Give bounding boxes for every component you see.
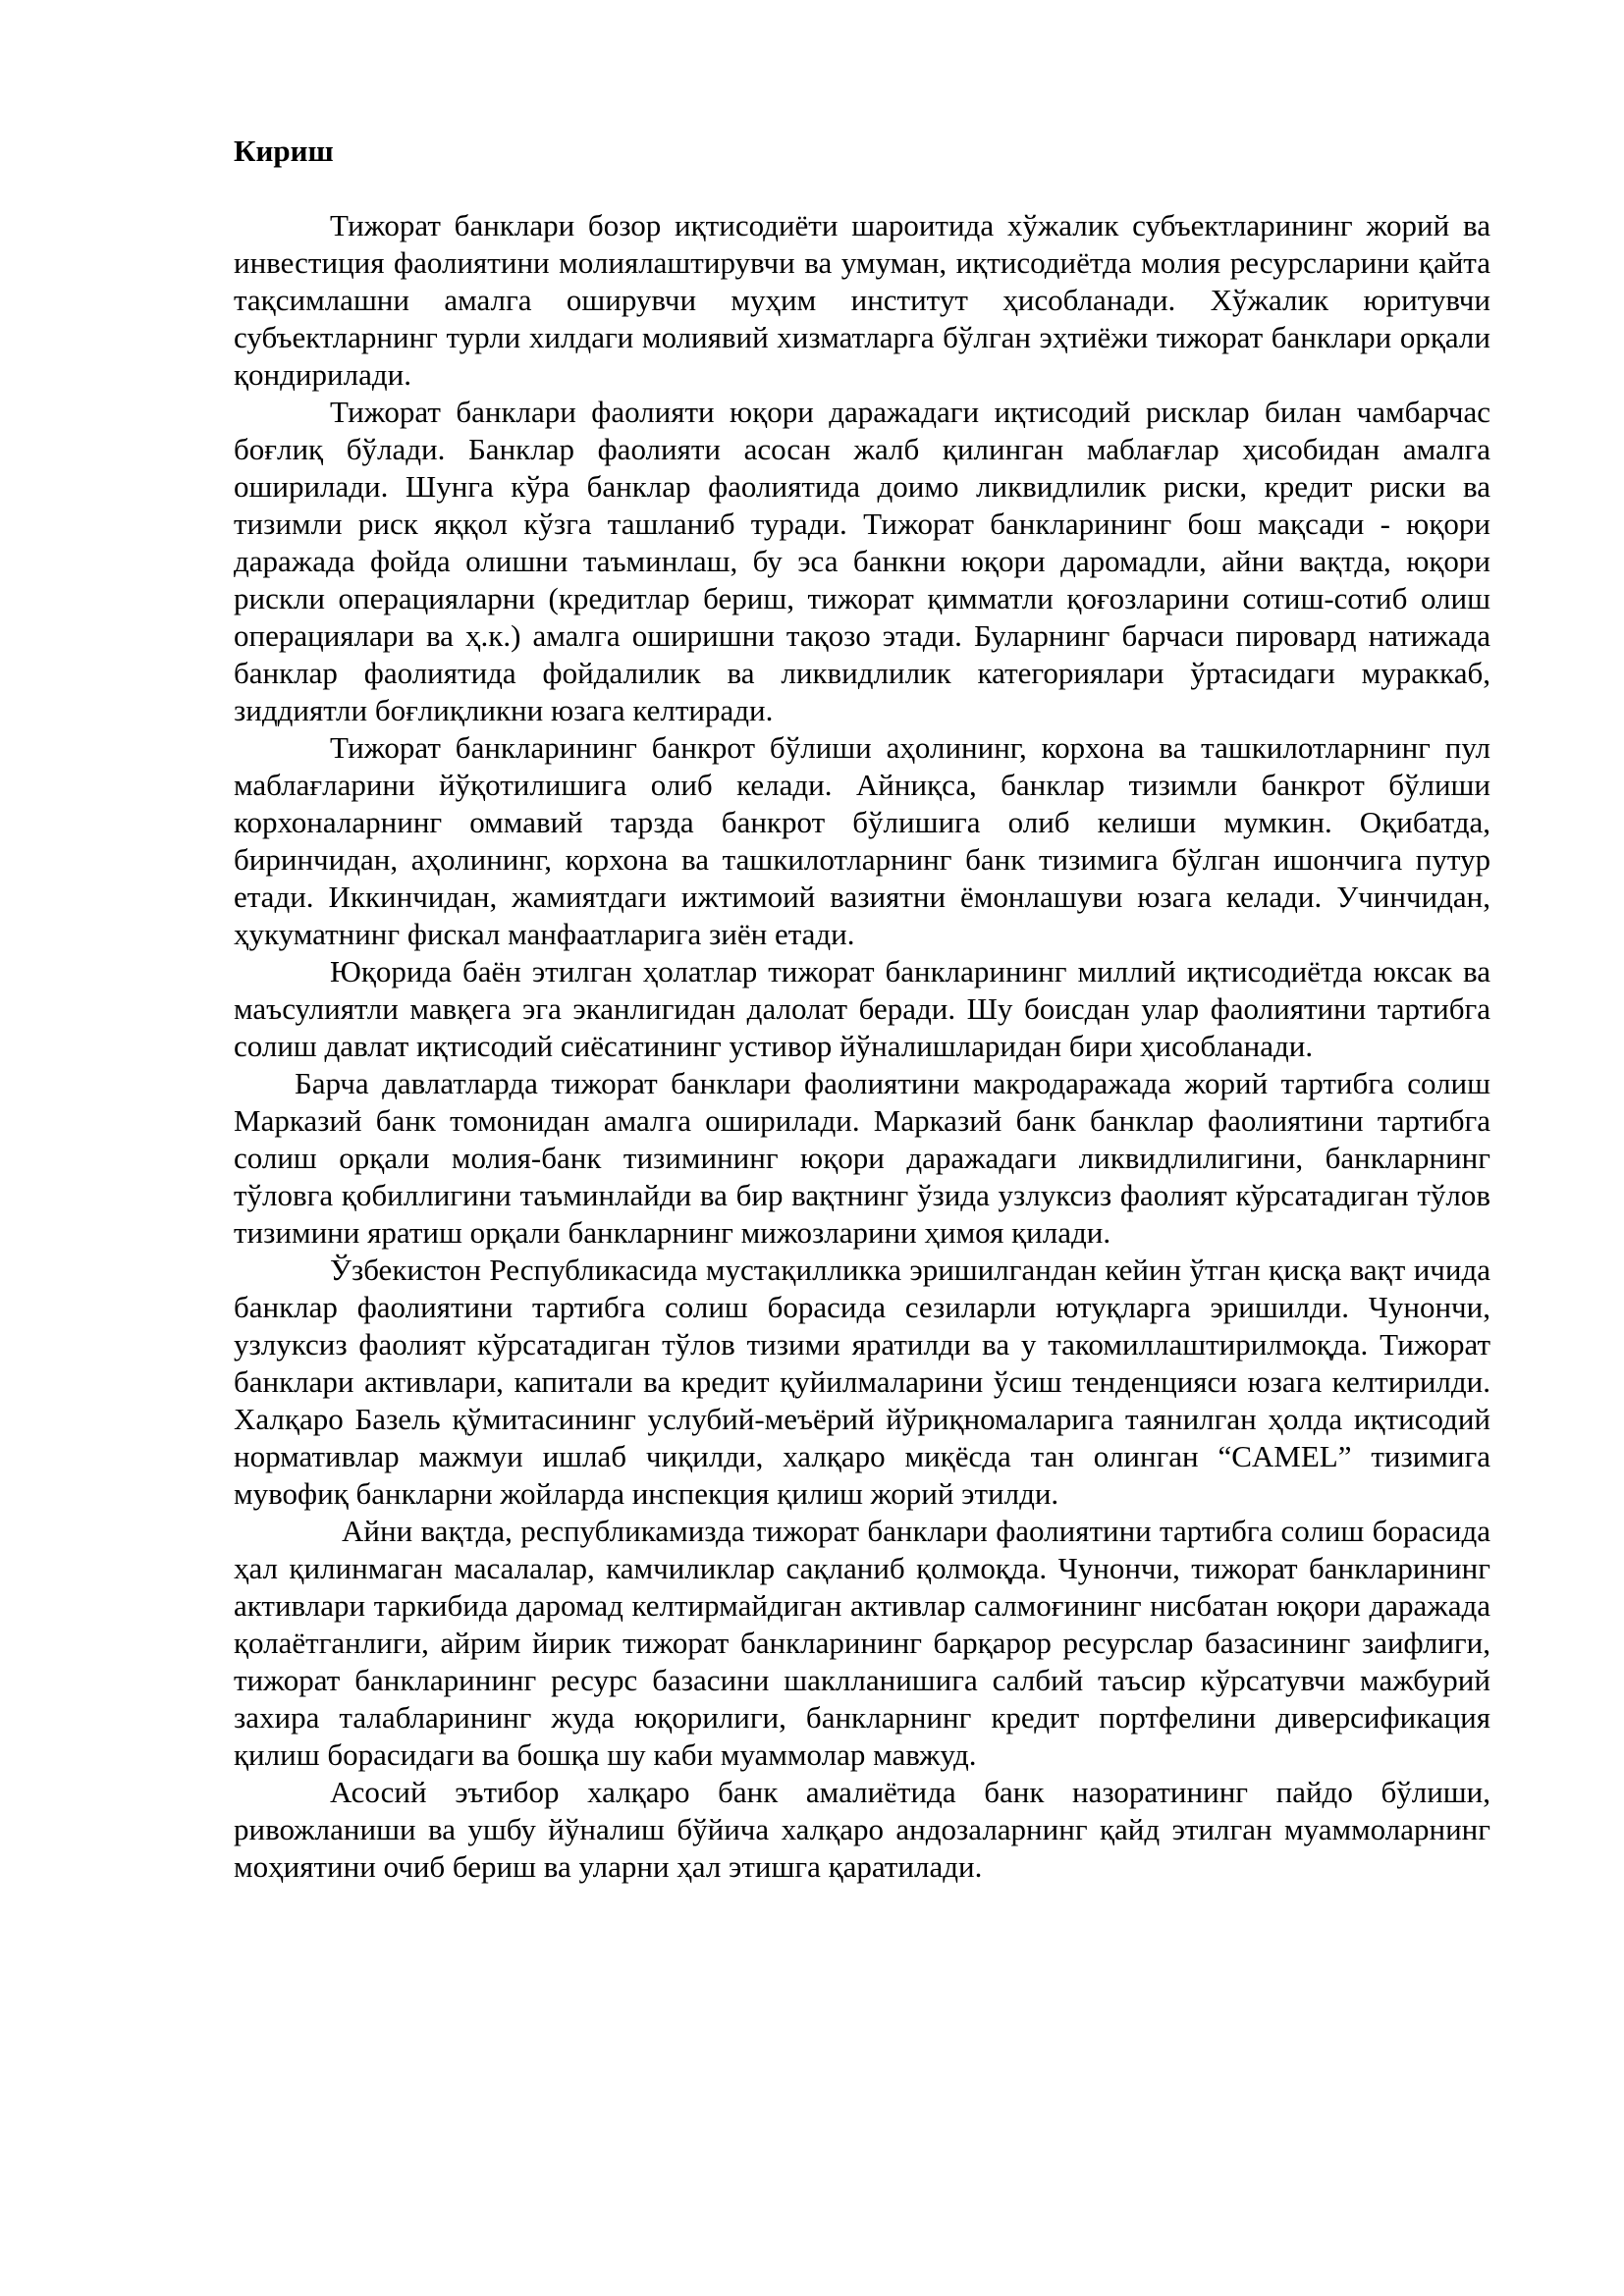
paragraph: Барча давлатларда тижорат банклари фаолиятини макродаражада жорий тартибга солиш Марказий банк томонидан амалга оширилади. Марказий банк банклар фаолиятини тартибга солиш орқали молия-банк тизимининг юқори даражадаги ликвидлилигини, банкларнинг тўловга қобиллигини таъминлайди ва бир вақтнинг ўзида узлуксиз фаолият кўрсатадиган тўлов тизимини яратиш орқали банкларнинг мижозларини ҳимоя қилади. xyxy=(234,1066,1490,1250)
paragraph: Тижорат банклари фаолияти юқори даражадаги иқтисодий рисклар билан чамбарчас боғлиқ бўлади. Банклар фаолияти асосан жалб қилинган маблағлар ҳисобидан амалга оширилади. Шунга кўра банклар фаолиятида доимо ликвидлилик риски, кредит риски ва тизимли риск яққол кўзга ташланиб туради. Тижорат банкларининг бош мақсади - юқори даражада фойда олишни таъминлаш, бу эса банкни юқори даромадли, айни вақтда, юқори рискли операцияларни (кредитлар бериш, тижорат қимматли қоғозларини сотиш-сотиб олиш операциялари ва ҳ.к.) амалга оширишни тақозо этади. Буларнинг барчаси пировард натижада банклар фаолиятида фойдалилик ва ликвидлилик категориялари ўртасидаги мураккаб, зиддиятли боғлиқликни юзага келтиради. xyxy=(234,395,1490,727)
paragraph: Тижорат банкларининг банкрот бўлиши аҳолининг, корхона ва ташкилотларнинг пул маблағларини йўқотилишига олиб келади. Айниқса, банклар тизимли банкрот бўлиши корхоналарнинг оммавий тарзда банкрот бўлишига олиб келиши мумкин. Оқибатда, биринчидан, аҳолининг, корхона ва ташкилотларнинг банк тизимига бўлган ишончига путур етади. Иккинчидан, жамиятдаги ижтимоий вазиятни ёмонлашуви юзага келади. Учинчидан, ҳукуматнинг фискал манфаатларига зиён етади. xyxy=(234,730,1490,951)
section-title: Кириш xyxy=(234,133,334,168)
paragraph: Тижорат банклари бозор иқтисодиёти шароитида хўжалик субъектларининг жорий ва инвестиция фаолиятини молиялаштирувчи ва умуман, иқтисодиётда молия ресурсларини қайта тақсимлашни амалга оширувчи муҳим институт ҳисобланади. Хўжалик юритувчи субъектларнинг турли хилдаги молиявий хизматларга бўлган эҳтиёжи тижорат банклари орқали қондирилади. xyxy=(234,208,1490,392)
paragraph: Айни вақтда, республикамизда тижорат банклари фаолиятини тартибга солиш борасида ҳал қилинмаган масалалар, камчиликлар сақланиб қолмоқда. Чунончи, тижорат банкларининг активлари таркибида даромад келтирмайдиган активлар салмоғининг нисбатан юқори даражада қолаётганлиги, айрим йирик тижорат банкларининг барқарор ресурслар базасининг заифлиги, тижорат банкларининг ресурс базасини шаклланишига салбий таъсир кўрсатувчи мажбурий захира талабларининг жуда юқорилиги, банкларнинг кредит портфелини диверсификация қилиш борасидаги ва бошқа шу каби муаммолар мавжуд. xyxy=(234,1514,1490,1772)
paragraph: Ўзбекистон Республикасида мустақилликка эришилгандан кейин ўтган қисқа вақт ичида банклар фаолиятини тартибга солиш борасида сезиларли ютуқларга эришилди. Чунончи, узлуксиз фаолият кўрсатадиган тўлов тизими яратилди ва у такомиллаштирилмоқда. Тижорат банклари активлари, капитали ва кредит қуйилмаларини ўсиш тенденцияси юзага келтирилди. Халқаро Базель қўмитасининг услубий-меъёрий йўриқномаларига таянилган ҳолда иқтисодий нормативлар мажмуи ишлаб чиқилди, халқаро миқёсда тан олинган “CAMEL” тизимига мувофиқ банкларни жойларда инспекция қилиш жорий этилди. xyxy=(234,1253,1490,1511)
paragraph: Юқорида баён этилган ҳолатлар тижорат банкларининг миллий иқтисодиётда юксак ва маъсулиятли мавқега эга эканлигидан далолат беради. Шу боисдан улар фаолиятини тартибга солиш давлат иқтисодий сиёсатининг устивор йўналишларидан бири ҳисобланади. xyxy=(234,954,1490,1063)
document-body xyxy=(234,133,1490,1886)
paragraph: Асосий эътибор халқаро банк амалиётида банк назоратининг пайдо бўлиши, ривожланиши ва ушбу йўналиш бўйича халқаро андозаларнинг қайд этилган муаммоларнинг моҳиятини очиб бериш ва уларни ҳал этишга қаратилади. xyxy=(234,1775,1490,1884)
